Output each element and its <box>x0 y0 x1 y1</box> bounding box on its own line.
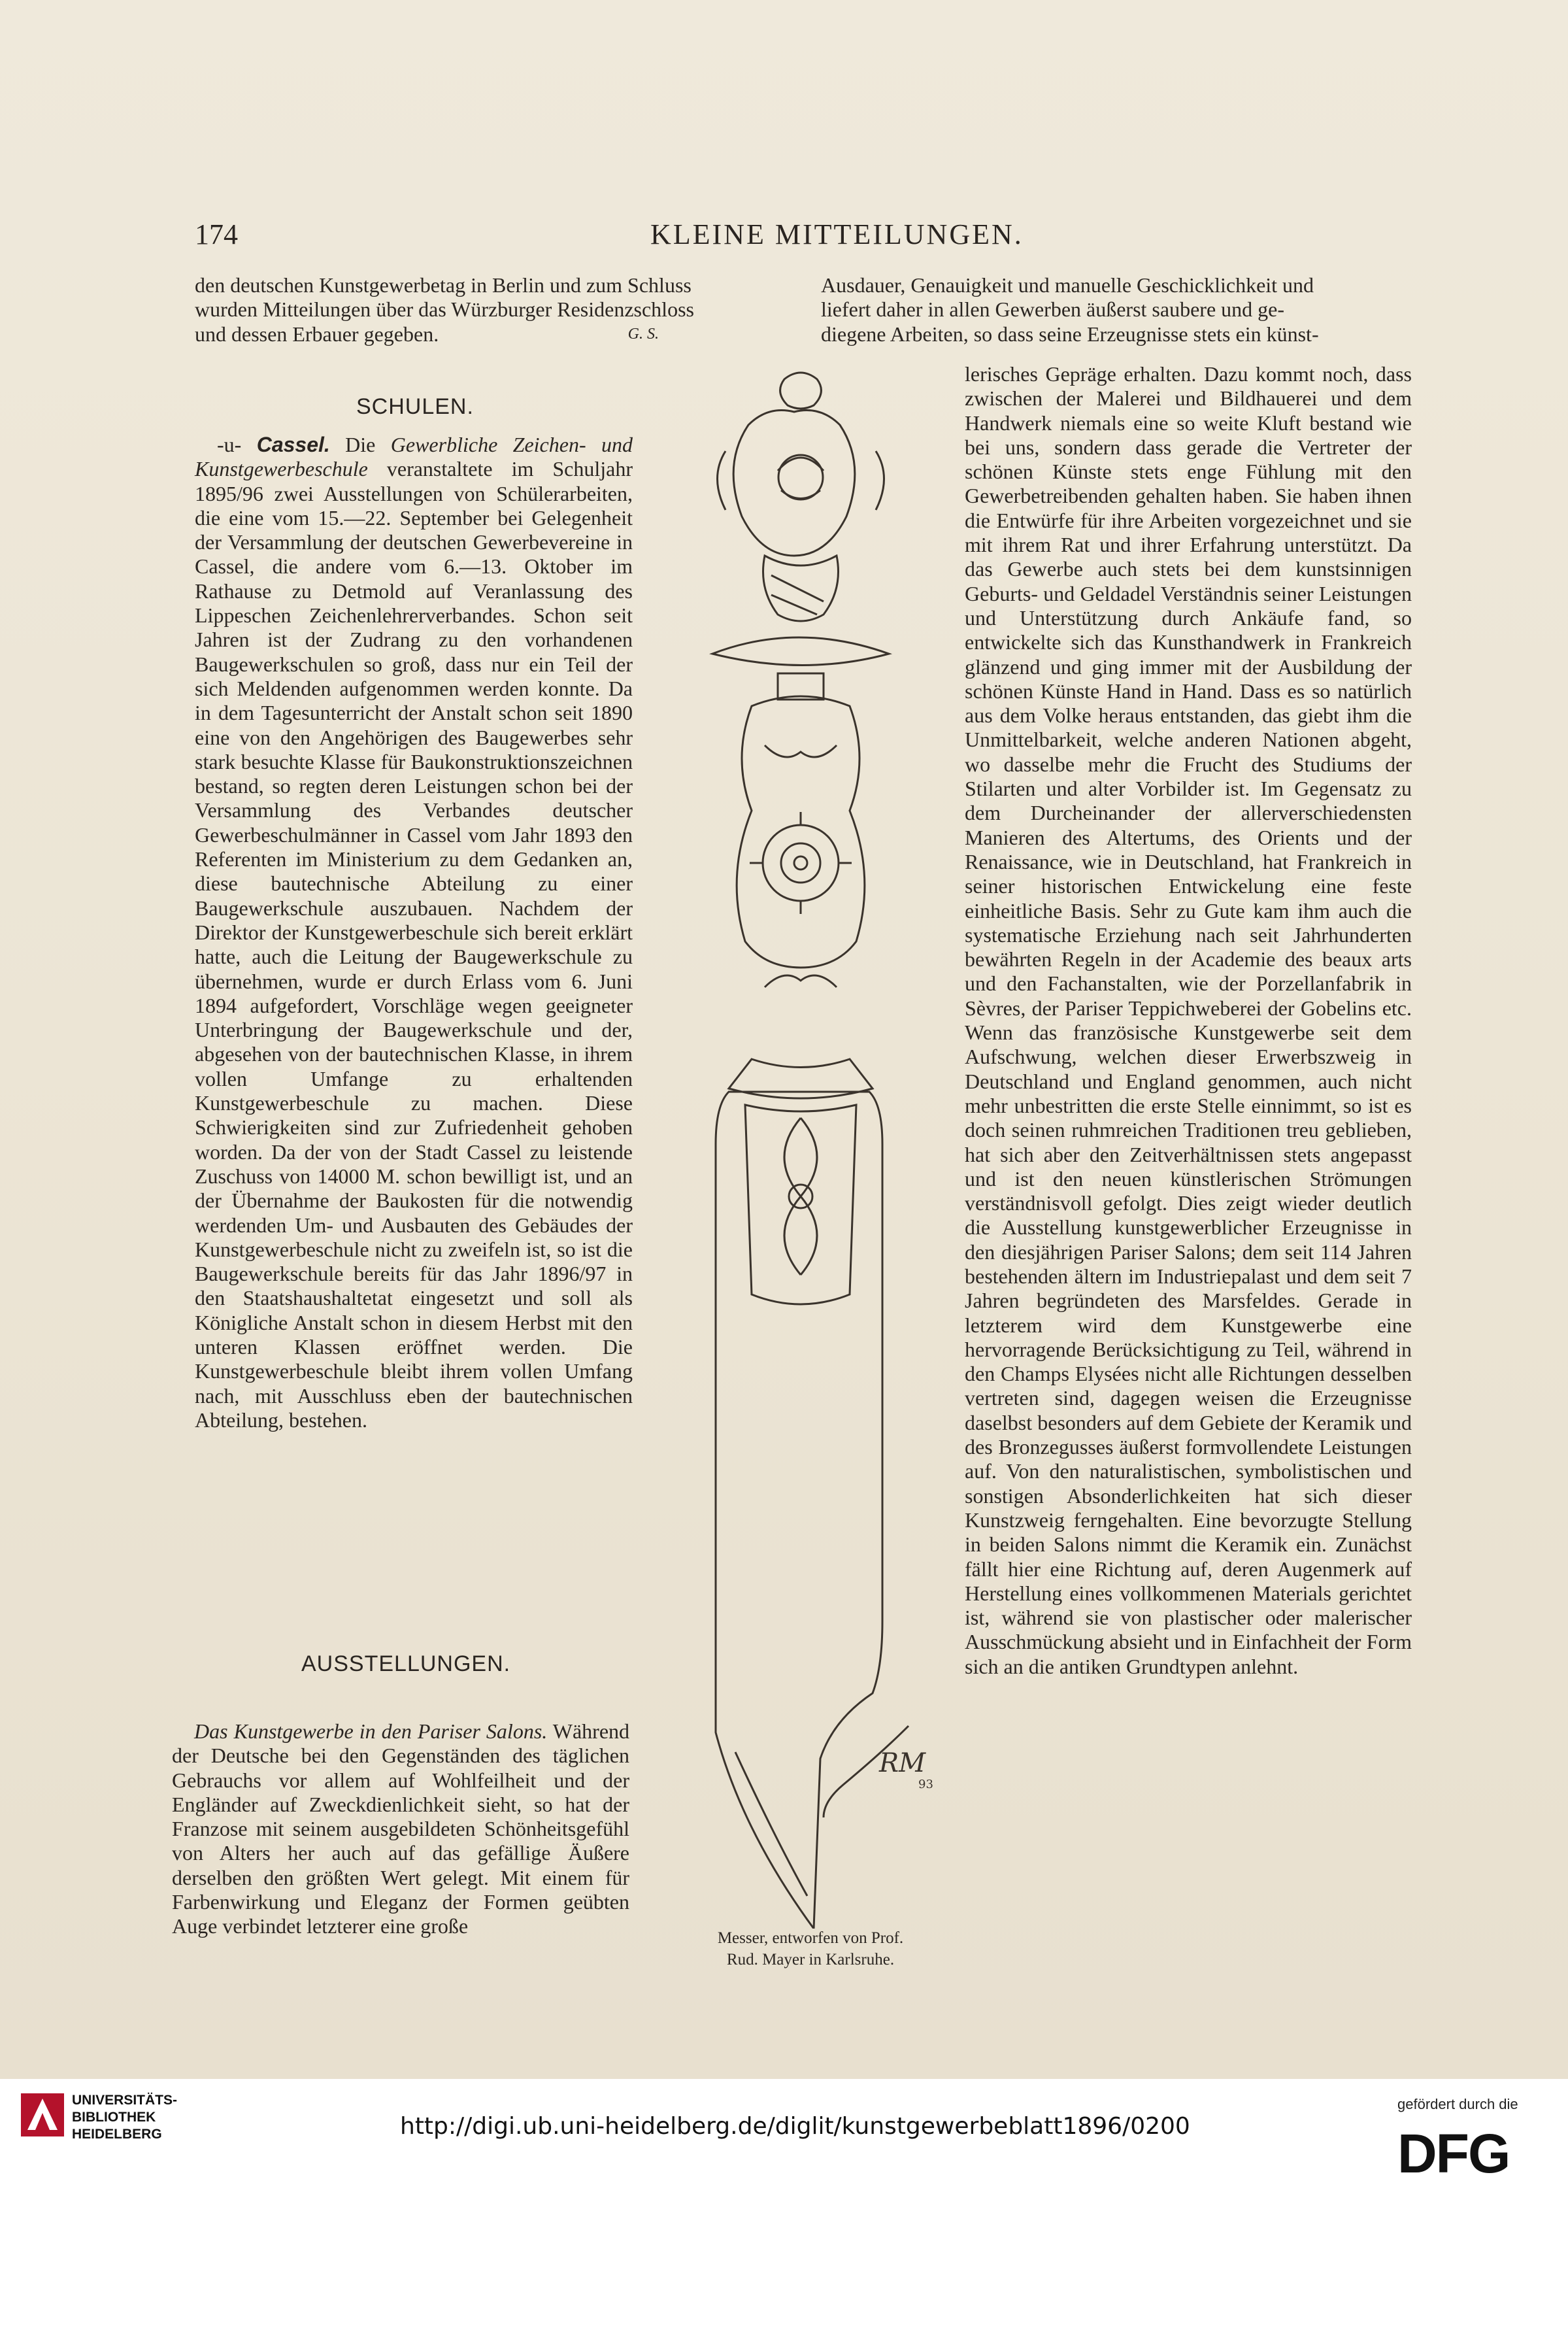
author-prefix: -u- <box>217 433 242 456</box>
text-line <box>195 322 692 346</box>
figure-caption <box>673 1927 948 1970</box>
text-line: Ausdauer, Genauigkeit und manuelle Geschicklichkeit und <box>821 273 1314 297</box>
schulen-paragraph <box>195 433 633 1432</box>
artist-monogram-year: 93 <box>918 1778 933 1791</box>
viewer-footer <box>0 2079 1568 2330</box>
author-signature: G. S. <box>627 325 659 343</box>
section-heading-schulen: SCHULEN. <box>356 394 474 419</box>
ausstellungen-article <box>172 1719 629 1939</box>
library-name-line: BIBLIOTHEK <box>72 2110 156 2125</box>
library-name-line: HEIDELBERG <box>72 2127 162 2142</box>
location-name: Cassel. <box>256 433 330 456</box>
text-line: diegene Arbeiten, so dass seine Erzeugnisse stets ein künst- <box>821 322 1319 346</box>
ausstellungen-text: Während der Deutsche bei den Gegenständen des täglichen Gebrauchs vor allem auf Wohlfeilheit und der Engländer auf Zweckdienlichkeit sieht, so hat der Franzose mit seinem ausgebildeten Schönheitsgefühl von Alters her auch auf das gefällige Äußere derselben den größten Wert gelegt. Mit einem für Farbenwirkung und Eleganz der Formen geübten Auge verbindet letzterer eine große <box>172 1719 630 1938</box>
ausstellungen-paragraph <box>172 1719 629 1939</box>
institution-name: Gewerbliche Zeichen- und Kunstgewerbeschule <box>195 433 633 481</box>
permalink-url[interactable]: http://digi.ub.uni-heidelberg.de/diglit/kunstgewerbeblatt1896/0200 <box>400 2113 1190 2140</box>
artist-monogram: RM <box>879 1748 926 1778</box>
text-line-content: und dessen Erbauer gegeben. <box>195 322 439 346</box>
section-heading-ausstellungen: AUSSTELLUNGEN. <box>301 1651 511 1676</box>
ornate-grip <box>737 696 865 968</box>
left-top-paragraph <box>195 273 758 346</box>
text-line: liefert daher in allen Gewerben äußerst saubere und ge- <box>821 297 1284 322</box>
funding-note: gefördert durch die <box>1397 2096 1518 2112</box>
knife-blade <box>716 1092 882 1929</box>
knife-illustration <box>654 366 948 1929</box>
text-line: wurden Mitteilungen über das Würzburger Residenzschloss <box>195 297 694 322</box>
schulen-text: veranstaltete im Schuljahr 1895/96 zwei Ausstellungen von Schülerarbeiten, die eine vom 15.—22. September bei Gelegenheit der Versammlung der deutschen Gewerbevereine in Cassel, die andere vom 6.—13. Oktober im Rathause zu Detmold auf Veranlassung des Lippeschen Zeichenlehrerverbandes. Schon seit Jahren ist der Zudrang zu den vorhandenen Baugewerkschulen so groß, dass nur ein Teil der sich Meldenden aufgenommen werden konnte. Da in dem Tagesunterricht der Anstalt schon seit 1890 eine von den Angehörigen des Baugewerbes sehr stark besuchte Klasse für Baukonstruktionszeichnen bestand, so regten deren Leistungen schon bei der Versammlung des Verbandes deutscher Gewerbeschulmänner in Cassel vom Jahr 1893 den Referenten im Ministerium zu dem Gedanken an, diese bautechnische Abteilung zu einer Baugewerkschule auszubauen. Nachdem der Direktor der Kunstgewerbeschule sich bereit erklärt hatte, auch die Leitung der Baugewerkschule zu übernehmen, wurde er durch Erlass vom 6. Juni 1894 aufgefordert, Vorschläge wegen geeigneter Unterbringung der Baugewerkschule und der, abgesehen von der bautechnischen Klasse, in ihrem vollen Umfange zu erhaltenden Kunstgewerbeschule zu machen. Diese Schwierigkeiten sind zur Zufriedenheit gehoben worden. Da der von der Stadt Cassel zu leistende Zuschuss von 14000 M. schon bewilligt ist, und an der Übernahme der Baukosten für die notwendig werdenden Um- und Ausbauten des Gebäudes der Kunstgewerbeschule nicht zu zweifeln ist, so ist die Baugewerkschule bereits für das Jahr 1896/97 in den Staatshaushaltetat eingesetzt und soll als Königliche Anstalt schon in diesem Herbst mit den unteren Klassen eröffnet werden. Die Kunstgewerbeschule bleibt ihrem vollen Umfang nach, mit Ausschluss eben der bautechnischen Abteilung, bestehen. <box>195 457 633 1432</box>
dfg-logo[interactable]: DFG <box>1397 2123 1510 2184</box>
article-subtitle: Das Kunstgewerbe in den Pariser Salons. <box>194 1719 548 1743</box>
right-column-paragraph: lerisches Gepräge erhalten. Dazu kommt noch, dass zwischen der Malerei und Bildhauerei und dem Handwerk niemals eine so weite Kluft bestand wie bei uns, sondern dass gerade die Vertreter der schönen Künste stets enge Fühlung mit den Gewerbetreibenden gehalten haben. Sie haben ihnen die Entwürfe für ihre Arbeiten vorgezeichnet und sie mit ihrem Rat und ihrer Erfahrung unterstützt. Da das Gewerbe auch stets bei dem kunstsinnigen Geburts- und Geldadel Verständnis seiner Leistungen und Unterstützung durch Ankäufe fand, so entwickelte sich das Kunsthandwerk in Frankreich glänzend und ging immer mit der Ausbildung der schönen Künste Hand in Hand. Dass es so natürlich aus dem Volke heraus entstanden, das giebt ihm die Unmittelbarkeit, welche anderen Nationen abgeht, wo dasselbe mehr die Frucht des Studiums der Stilarten und alter Vorbilder ist. Im Gegensatz zu dem Durcheinander der allerverschiedensten Manieren des Altertums, des Orients und der Renaissance, wie in Deutschland, hat Frankreich in seiner historischen Entwickelung eine feste einheitliche Basis. Sehr zu Gute kam ihm auch die systematische Erziehung nach seit Jahrhunderten bewährten Regeln in der Academie des beaux arts und den Fachanstalten, wie der Porzellanfabrik in Sèvres, der Pariser Teppichweberei der Gobelins etc. Wenn das französische Kunstgewerbe seit dem Aufschwung, welchen dieser Erwerbszweig in Deutschland und England genommen, auch nicht mehr unbestritten die erste Stelle einnimmt, so ist es doch seinen ruhmreichen Traditionen treu geblieben, hat sich aber den Zeitverhältnissen stets angepasst und ist den neuen künstlerischen Strömungen verständnisvoll gefolgt. Dies zeigt wieder deutlich die Ausstellung kunstgewerblicher Erzeugnisse in den diesjährigen Pariser Salons; dem seit 114 Jahren bestehenden ältern im Industriepalast und dem seit 7 Jahren begründeten des Marsfeldes. Gerade in letzterem wird dem Kunstgewerbe eine hervorragende Berücksichtigung zu Teil, während in den Champs Elysées nicht alle Richtungen desselben vertreten sind, dagegen weisen die Erzeugnisse daselbst besonders auf dem Gebiete der Keramik und des Bronzegusses äußerst formvollendete Leistungen auf. Von den naturalistischen, symbolistischen und sonstigen Absonderlichkeiten hat sich dieser Kunstzweig ferngehalten. Eine bevorzugte Stellung in beiden Salons nimmt die Keramik ein. Zunächst fällt hier eine Richtung auf, deren Augenmerk auf Herstellung eines vollkommenen Materials gerichtet ist, während sie von plastischer oder malerischer Ausschmückung absieht und in Einfachheit der Form sich an die antiken Grundtypen anlehnt. <box>965 362 1412 1678</box>
cherub-medallion <box>733 411 855 556</box>
library-name[interactable] <box>72 2092 177 2143</box>
schulen-article <box>195 433 633 1432</box>
caption-line: Messer, entworfen von Prof. <box>717 1929 904 1947</box>
caption-line: Rud. Mayer in Karlsruhe. <box>726 1951 895 1968</box>
right-column-body <box>965 362 1412 1679</box>
intro-word: Die <box>345 433 376 456</box>
page-number: 174 <box>195 218 238 250</box>
running-title: KLEINE MITTEILUNGEN. <box>650 218 1024 250</box>
finial-ornament <box>780 373 822 409</box>
text-line: den deutschen Kunstgewerbetag in Berlin und zum Schluss <box>195 273 692 297</box>
university-library-logo-icon <box>20 2092 65 2138</box>
handle-guard <box>712 637 889 666</box>
library-name-line: UNIVERSITÄTS- <box>72 2093 178 2108</box>
twisted-collar <box>763 556 839 621</box>
right-top-paragraph <box>821 273 1412 346</box>
